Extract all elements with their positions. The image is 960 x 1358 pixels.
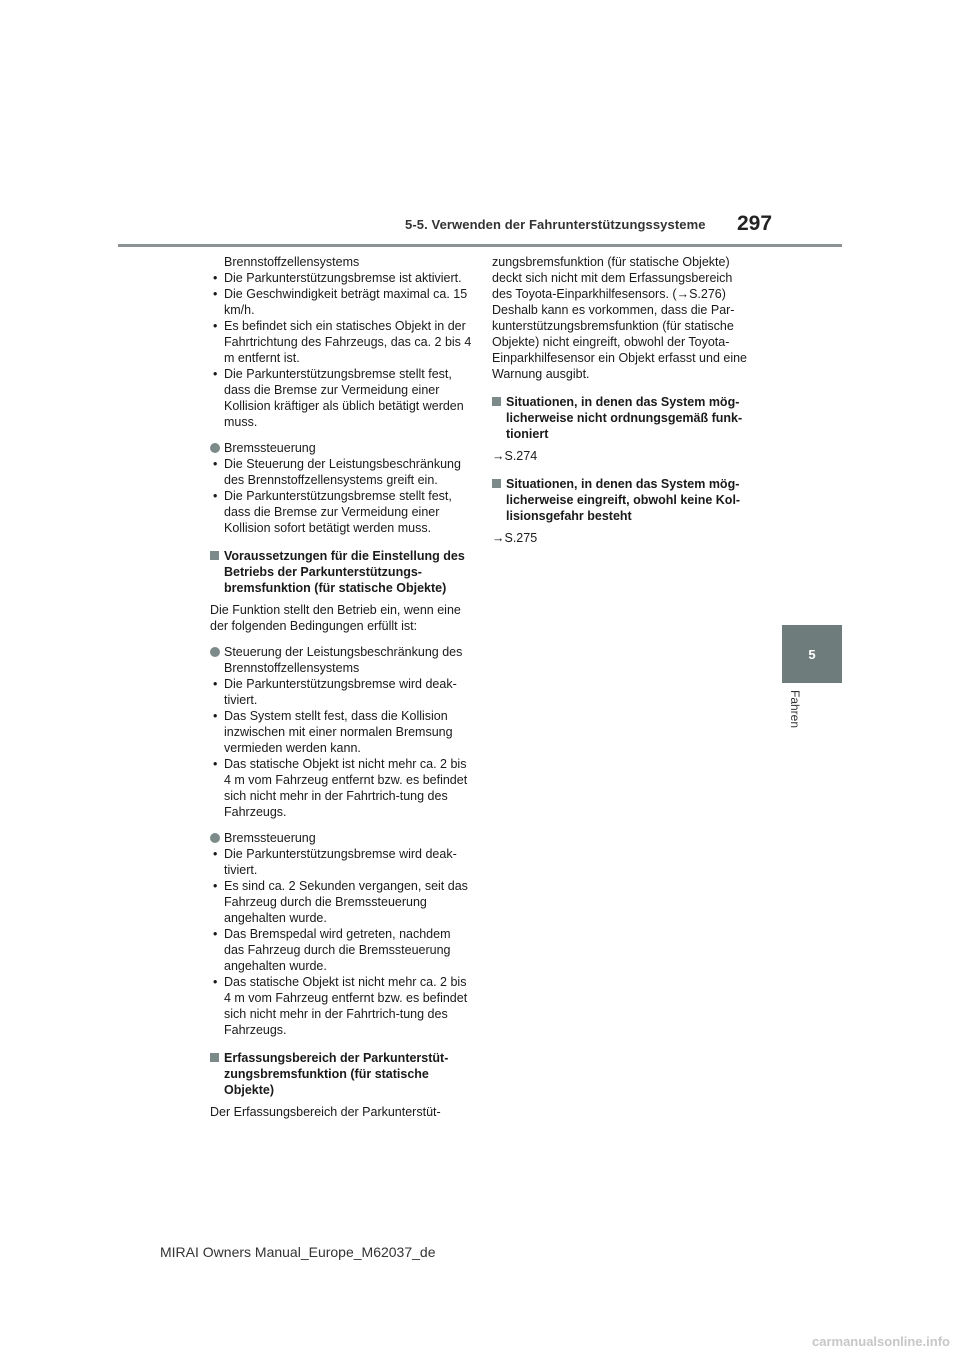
list-item <box>210 756 472 820</box>
list-item <box>210 270 472 286</box>
paragraph: Die Funktion stellt den Betrieb ein, wenn eine der folgenden Bedingungen erfüllt ist: <box>210 603 461 633</box>
bullet-icon: • <box>213 319 218 333</box>
subsection-title: Bremssteuerung <box>224 831 316 845</box>
section-title: Situationen, in denen das System mög-licherweise nicht ordnungsgemäß funk-tioniert <box>506 395 743 441</box>
list-item <box>210 974 472 1038</box>
list-item <box>210 926 472 974</box>
bullet-icon: • <box>213 271 218 285</box>
left-column <box>210 254 472 1126</box>
list-item-text: Die Parkunterstützungsbremse wird deak-tiviert. <box>224 847 457 877</box>
bullet-icon: • <box>213 457 218 471</box>
list-item <box>210 456 472 488</box>
list-item-text: Die Parkunterstützungsbremse wird deak-tiviert. <box>224 677 457 707</box>
square-icon <box>210 551 219 560</box>
footer-text: MIRAI Owners Manual_Europe_M62037_de <box>160 1244 436 1260</box>
chapter-tab[interactable]: 5 <box>782 625 842 683</box>
list-item <box>210 286 472 318</box>
list-item-text: Das statische Objekt ist nicht mehr ca. 2 bis 4 m vom Fahrzeug entfernt bzw. es befindet sich nicht mehr in der Fahrtrich-tung des Fahrzeugs. <box>224 975 468 1037</box>
cross-reference-link[interactable]: →S.274 <box>492 449 538 463</box>
paragraph: zungsbremsfunktion (für statische Objekte) deckt sich nicht mit dem Erfassungsbereich des Toyota-Einparkhilfesensors. (→S.276) Deshalb kann es vorkommen, dass die Par-kunterstützungsbremsfunktion (für statische Objekte) nicht eingreift, obwohl der Toyota-Einparkhilfesensor ein Objekt erfasst und eine Warnung ausgibt. <box>492 255 748 381</box>
circle-icon <box>210 443 220 453</box>
bullet-icon: • <box>213 879 218 893</box>
right-column <box>492 254 750 552</box>
circle-icon <box>210 833 220 843</box>
list-item <box>210 676 472 708</box>
list-item-text: Das System stellt fest, dass die Kollision inzwischen mit einer normalen Bremsung vermieden werden kann. <box>224 709 453 755</box>
bullet-icon: • <box>213 927 218 941</box>
bullet-icon: • <box>213 757 218 771</box>
header-title: 5-5. Verwenden der Fahrunterstützungssysteme <box>405 217 706 232</box>
list-item-text: Das statische Objekt ist nicht mehr ca. 2 bis 4 m vom Fahrzeug entfernt bzw. es befindet sich nicht mehr in der Fahrtrich-tung des Fahrzeugs. <box>224 757 468 819</box>
chapter-label-text: Fahren <box>788 690 802 729</box>
list-item <box>210 846 472 878</box>
subsection-title: Bremssteuerung <box>224 441 316 455</box>
list-item-text: Die Parkunterstützungsbremse ist aktiviert. <box>224 271 462 285</box>
page-number: 297 <box>737 212 773 235</box>
list-item <box>210 878 472 926</box>
section-heading <box>492 476 750 524</box>
bullet-icon: • <box>213 287 218 301</box>
circle-icon <box>210 647 220 657</box>
section-title: Situationen, in denen das System mög-licherweise eingreift, obwohl keine Kol-lisionsgefahr besteht <box>506 477 741 523</box>
continued-text: Brennstoffzellensystems <box>224 255 360 269</box>
bullet-icon: • <box>213 975 218 989</box>
section-heading <box>210 1050 472 1098</box>
subsection-heading <box>210 440 472 456</box>
subsection-heading <box>210 644 472 676</box>
watermark: carmanualsonline.info <box>812 1334 950 1349</box>
section-heading <box>492 394 750 442</box>
bullet-icon: • <box>213 847 218 861</box>
chapter-label <box>786 690 804 750</box>
list-item-text: Die Geschwindigkeit beträgt maximal ca. 15 km/h. <box>224 287 468 317</box>
cross-reference-link[interactable]: →S.275 <box>492 531 538 545</box>
list-item-text: Es befindet sich ein statisches Objekt in der Fahrtrichtung des Fahrzeugs, das ca. 2 bis 4 m entfernt ist. <box>224 319 472 365</box>
section-heading <box>210 548 472 596</box>
square-icon <box>210 1053 219 1062</box>
list-item <box>210 366 472 430</box>
bullet-icon: • <box>213 367 218 381</box>
section-title: Voraussetzungen für die Einstellung des Betriebs der Parkunterstützungs-bremsfunktion (für statische Objekte) <box>224 549 465 595</box>
list-item-text: Es sind ca. 2 Sekunden vergangen, seit das Fahrzeug durch die Bremssteuerung angehalten wurde. <box>224 879 468 925</box>
paragraph: Der Erfassungsbereich der Parkunterstüt- <box>210 1105 441 1119</box>
list-item-text: Die Steuerung der Leistungsbeschränkung des Brennstoffzellensystems greift ein. <box>224 457 461 487</box>
list-item <box>210 318 472 366</box>
square-icon <box>492 479 501 488</box>
list-item <box>210 708 472 756</box>
bullet-icon: • <box>213 677 218 691</box>
list-item-text: Das Bremspedal wird getreten, nachdem das Fahrzeug durch die Bremssteuerung angehalten wurde. <box>224 927 451 973</box>
section-title: Erfassungsbereich der Parkunterstüt-zungsbremsfunktion (für statische Objekte) <box>224 1051 449 1097</box>
bullet-icon: • <box>213 489 218 503</box>
square-icon <box>492 397 501 406</box>
subsection-heading <box>210 830 472 846</box>
list-item-text: Die Parkunterstützungsbremse stellt fest, dass die Bremse zur Vermeidung einer Kollision kräftiger als üblich betätigt werden muss. <box>224 367 464 429</box>
list-item-text: Die Parkunterstützungsbremse stellt fest, dass die Bremse zur Vermeidung einer Kollision sofort betätigt werden muss. <box>224 489 452 535</box>
header-rule <box>118 244 842 247</box>
bullet-icon: • <box>213 709 218 723</box>
subsection-title: Steuerung der Leistungsbeschränkung des Brennstoffzellensystems <box>224 645 463 675</box>
list-item <box>210 488 472 536</box>
